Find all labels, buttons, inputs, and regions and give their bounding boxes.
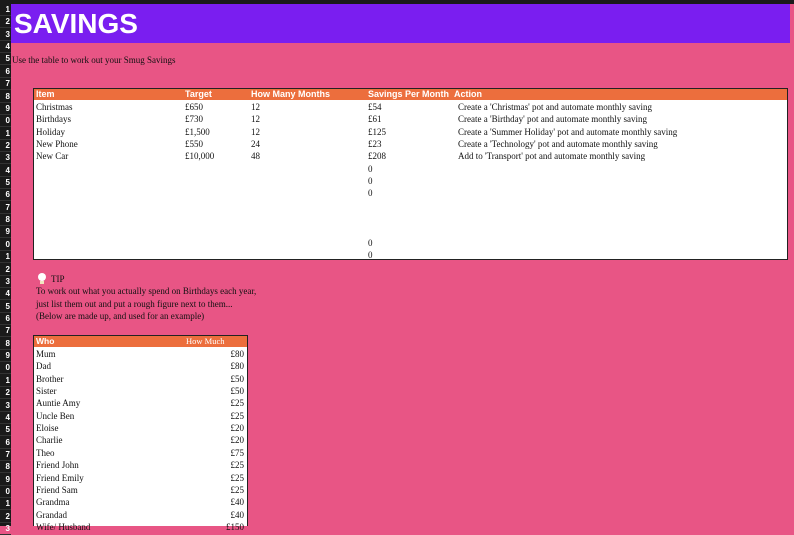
cell-who[interactable]: Charlie — [36, 435, 63, 446]
cell-target[interactable]: £730 — [185, 114, 203, 125]
table-row[interactable] — [34, 509, 247, 521]
cell-target[interactable]: £10,000 — [185, 151, 215, 162]
row-number[interactable]: 7 — [0, 325, 11, 337]
row-number[interactable]: 2 — [0, 140, 11, 152]
cell-who[interactable]: Uncle Ben — [36, 410, 75, 421]
row-number[interactable]: 7 — [0, 202, 11, 214]
table-row[interactable] — [34, 126, 787, 138]
row-number[interactable]: 9 — [0, 226, 11, 238]
row-number[interactable]: 3 — [0, 29, 11, 41]
row-number[interactable]: 3 — [0, 400, 11, 412]
table-row[interactable] — [34, 447, 247, 459]
row-number[interactable]: 7 — [0, 449, 11, 461]
cell-who[interactable]: Theo — [36, 447, 55, 458]
cell-per-month[interactable]: 0 — [368, 163, 373, 174]
header-months[interactable]: How Many Months — [251, 89, 330, 99]
cell-per-month[interactable]: £61 — [368, 114, 382, 125]
cell-item[interactable]: Birthdays — [36, 114, 71, 125]
row-number[interactable]: 3 — [0, 523, 11, 535]
row-number-gutter[interactable] — [0, 4, 11, 534]
table-row[interactable] — [34, 200, 787, 212]
table-row[interactable] — [34, 410, 247, 422]
header-target[interactable]: Target — [185, 89, 212, 99]
row-number[interactable]: 4 — [0, 165, 11, 177]
row-number[interactable]: 8 — [0, 91, 11, 103]
cell-target[interactable]: £550 — [185, 139, 203, 150]
row-number[interactable]: 6 — [0, 313, 11, 325]
table-row[interactable] — [34, 187, 787, 199]
table-row[interactable] — [34, 237, 787, 249]
cell-per-month[interactable]: £54 — [368, 102, 382, 112]
cell-item[interactable]: Christmas — [36, 102, 73, 112]
table-row[interactable] — [34, 348, 247, 360]
cell-item[interactable]: Holiday — [36, 126, 65, 137]
cell-per-month[interactable]: £125 — [368, 126, 386, 137]
cell-amount[interactable]: £20 — [230, 423, 244, 434]
table-row[interactable] — [34, 150, 787, 162]
tip-line: (Below are made up, and used for an example) — [36, 310, 205, 321]
cell-amount[interactable]: £25 — [230, 398, 244, 409]
cell-amount[interactable]: £25 — [230, 472, 244, 483]
row-number[interactable]: 5 — [0, 424, 11, 436]
table-row[interactable] — [34, 212, 787, 224]
cell-months[interactable]: 48 — [251, 151, 260, 162]
table-row[interactable] — [34, 422, 247, 434]
row-number[interactable]: 0 — [0, 239, 11, 251]
cell-amount[interactable]: £80 — [230, 361, 244, 372]
page-title: SAVINGS — [14, 8, 138, 39]
row-number[interactable]: 8 — [0, 461, 11, 473]
header-how-much[interactable]: How Much — [186, 336, 225, 346]
cell-amount[interactable]: £25 — [230, 484, 244, 495]
table-row[interactable] — [34, 373, 247, 385]
row-number[interactable]: 8 — [0, 338, 11, 350]
row-number[interactable]: 2 — [0, 511, 11, 523]
cell-amount[interactable]: £50 — [230, 386, 244, 397]
row-number[interactable]: 5 — [0, 177, 11, 189]
row-number[interactable]: 9 — [0, 474, 11, 486]
table-row[interactable] — [34, 484, 247, 496]
cell-who[interactable]: Dad — [36, 361, 51, 372]
cell-per-month[interactable]: 0 — [368, 176, 373, 187]
cell-action[interactable]: Create a 'Technology' pot and automate monthly saving — [458, 139, 658, 150]
row-number[interactable]: 0 — [0, 486, 11, 498]
savings-table-header — [34, 89, 787, 100]
birthday-table — [33, 335, 248, 532]
cell-who[interactable]: Sister — [36, 386, 57, 397]
row-number[interactable]: 7 — [0, 78, 11, 90]
cell-who[interactable]: Brother — [36, 373, 64, 384]
row-number[interactable]: 8 — [0, 214, 11, 226]
cell-who[interactable]: Grandad — [36, 509, 67, 520]
header-who[interactable]: Who — [36, 336, 55, 346]
row-number[interactable]: 4 — [0, 412, 11, 424]
row-number[interactable]: 9 — [0, 103, 11, 115]
tip-line: just list them out and put a rough figure next to them... — [36, 298, 233, 309]
cell-amount[interactable]: £40 — [230, 497, 244, 508]
table-row[interactable] — [34, 113, 787, 125]
table-row[interactable] — [34, 459, 247, 471]
cell-amount[interactable]: £80 — [230, 349, 244, 359]
row-number[interactable]: 5 — [0, 301, 11, 313]
table-row[interactable] — [34, 101, 787, 113]
cell-months[interactable]: 12 — [251, 114, 260, 125]
row-number[interactable]: 0 — [0, 362, 11, 374]
table-row[interactable] — [34, 175, 787, 187]
cell-amount[interactable]: £40 — [230, 509, 244, 520]
table-row[interactable] — [34, 472, 247, 484]
lightbulb-icon — [36, 273, 48, 285]
cell-amount[interactable]: £20 — [230, 435, 244, 446]
cell-amount[interactable]: £75 — [230, 447, 244, 458]
birthday-table-header — [34, 336, 247, 347]
cell-who[interactable]: Eloise — [36, 423, 59, 434]
cell-action[interactable]: Create a 'Summer Holiday' pot and automate monthly saving — [458, 126, 678, 137]
row-number[interactable]: 4 — [0, 41, 11, 53]
cell-months[interactable]: 12 — [251, 102, 260, 112]
row-number[interactable]: 1 — [0, 128, 11, 140]
table-row[interactable] — [34, 138, 787, 150]
row-number[interactable]: 2 — [0, 264, 11, 276]
row-number[interactable]: 2 — [0, 16, 11, 28]
table-row[interactable] — [34, 434, 247, 446]
table-row[interactable] — [34, 249, 787, 261]
table-row[interactable] — [34, 163, 787, 175]
cell-action[interactable]: Add to 'Transport' pot and automate monthly saving — [458, 151, 646, 162]
header-item[interactable]: Item — [36, 89, 55, 99]
table-row[interactable] — [34, 397, 247, 409]
cell-who[interactable]: Friend Emily — [36, 472, 84, 483]
header-per-month[interactable]: Savings Per Month — [368, 89, 450, 99]
cell-per-month[interactable]: £23 — [368, 139, 382, 150]
tip-block — [36, 273, 256, 322]
cell-target[interactable]: £1,500 — [185, 126, 210, 137]
cell-per-month[interactable]: 0 — [368, 188, 373, 199]
cell-per-month[interactable]: £208 — [368, 151, 386, 162]
row-number[interactable]: 6 — [0, 66, 11, 78]
row-number[interactable]: 6 — [0, 437, 11, 449]
cell-amount[interactable]: £50 — [230, 373, 244, 384]
row-number[interactable]: 6 — [0, 189, 11, 201]
table-row[interactable] — [34, 385, 247, 397]
cell-item[interactable]: New Car — [36, 151, 69, 162]
cell-per-month[interactable]: 0 — [368, 250, 373, 261]
table-row[interactable] — [34, 225, 787, 237]
cell-item[interactable]: New Phone — [36, 139, 78, 150]
table-row[interactable] — [34, 521, 247, 533]
row-number[interactable]: 0 — [0, 115, 11, 127]
cell-who[interactable]: Friend Sam — [36, 484, 78, 495]
cell-months[interactable]: 12 — [251, 126, 260, 137]
row-number[interactable]: 3 — [0, 276, 11, 288]
cell-amount[interactable]: £25 — [230, 410, 244, 421]
cell-amount[interactable]: £150 — [226, 521, 244, 532]
row-number[interactable]: 1 — [0, 251, 11, 263]
cell-who[interactable]: Wife/ Husband — [36, 521, 91, 532]
subtitle-text: Use the table to work out your Smug Savings — [12, 55, 176, 65]
row-number[interactable]: 5 — [0, 53, 11, 65]
cell-who[interactable]: Friend John — [36, 460, 79, 471]
tip-line: To work out what you actually spend on Birthdays each year, — [36, 286, 257, 297]
savings-table — [33, 88, 788, 260]
cell-amount[interactable]: £25 — [230, 460, 244, 471]
table-row[interactable] — [34, 360, 247, 372]
row-number[interactable]: 4 — [0, 288, 11, 300]
header-action[interactable]: Action — [454, 89, 482, 99]
cell-action[interactable]: Create a 'Birthday' pot and automate monthly saving — [458, 114, 647, 125]
row-number[interactable]: 9 — [0, 350, 11, 362]
row-number[interactable]: 2 — [0, 387, 11, 399]
table-row[interactable] — [34, 496, 247, 508]
row-number[interactable]: 3 — [0, 152, 11, 164]
cell-who[interactable]: Grandma — [36, 497, 70, 508]
row-number[interactable]: 1 — [0, 375, 11, 387]
cell-action[interactable]: Create a 'Christmas' pot and automate monthly saving — [458, 102, 652, 112]
cell-who[interactable]: Auntie Amy — [36, 398, 81, 409]
row-number[interactable]: 1 — [0, 498, 11, 510]
cell-target[interactable]: £650 — [185, 102, 203, 112]
tip-label: TIP — [51, 274, 65, 284]
cell-per-month[interactable]: 0 — [368, 237, 373, 248]
cell-who[interactable]: Mum — [36, 349, 56, 359]
row-number[interactable]: 1 — [0, 4, 11, 16]
cell-months[interactable]: 24 — [251, 139, 260, 150]
